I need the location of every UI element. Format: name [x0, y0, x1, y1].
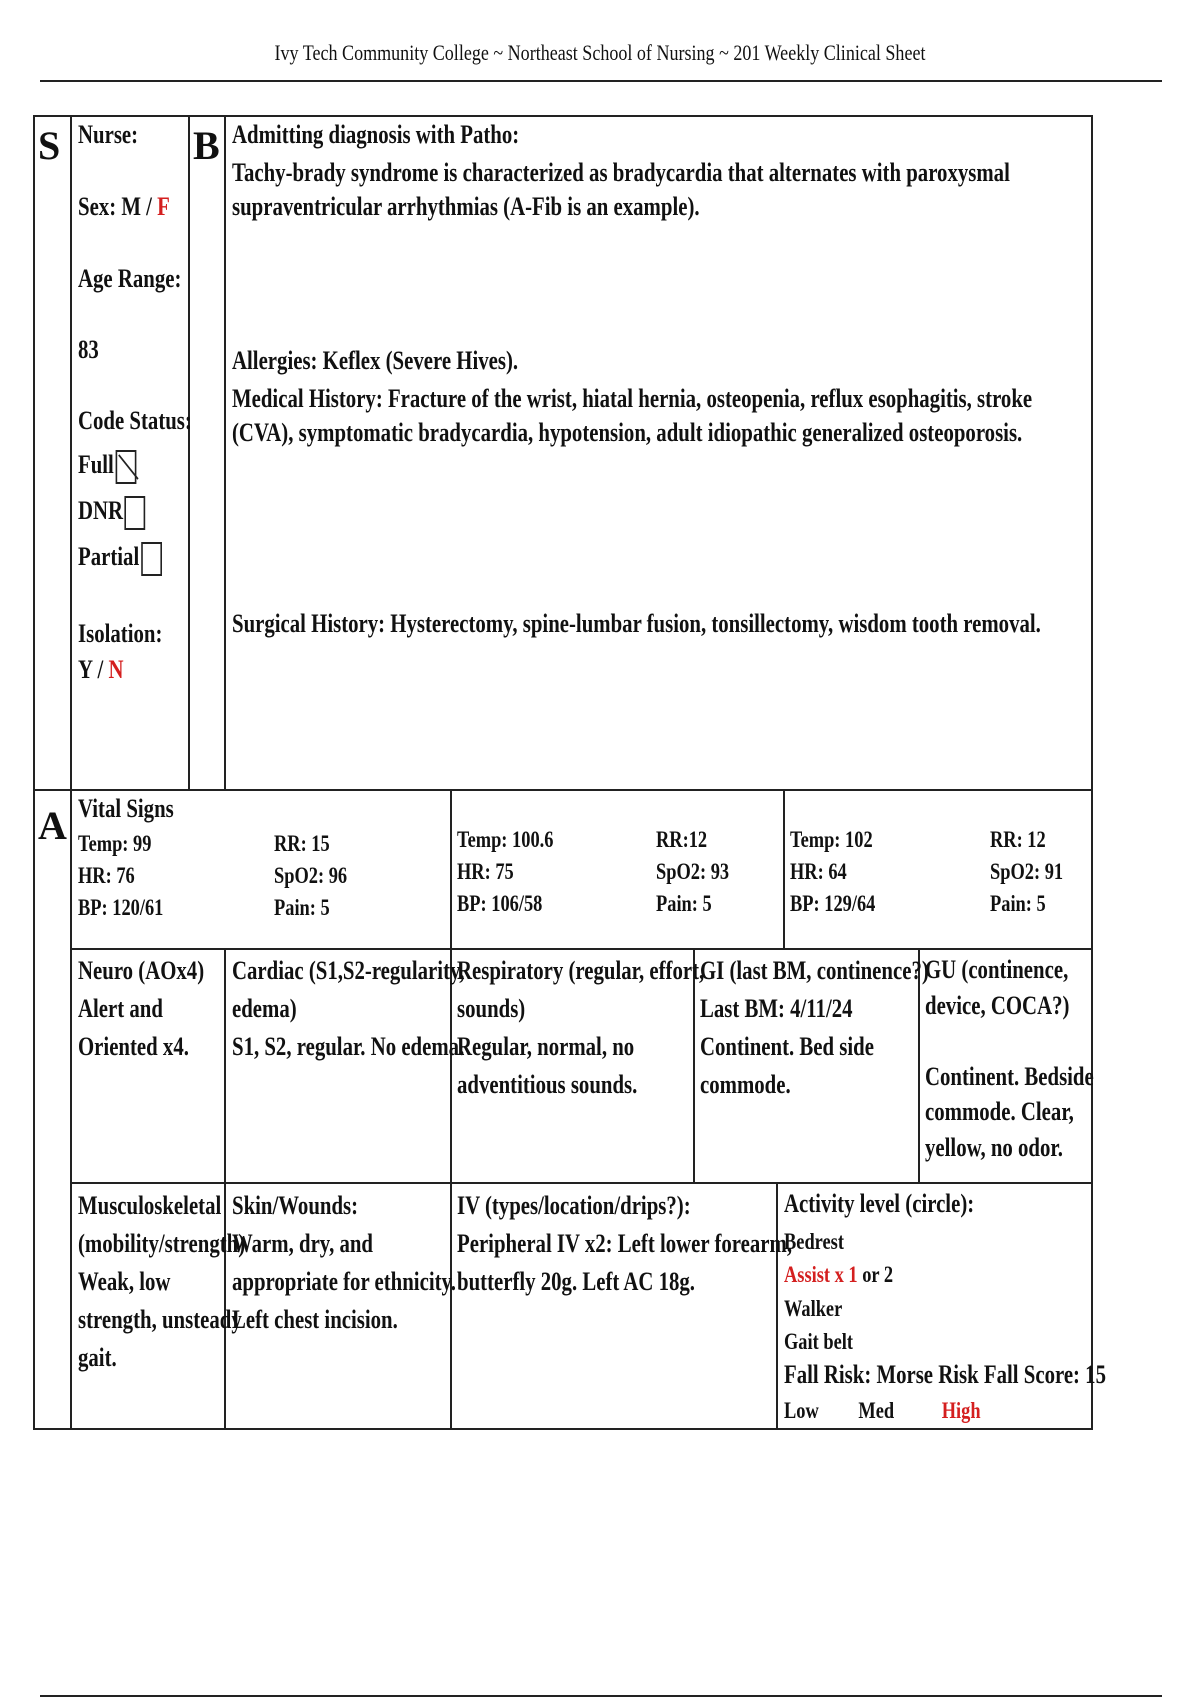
vitals-col-divider-2: [783, 789, 785, 949]
vitals-3-bp: BP: 129/64: [790, 891, 876, 917]
section-letter-b: B: [193, 123, 220, 168]
isolation-label: Isolation:: [78, 619, 163, 648]
age-value: 83: [78, 335, 99, 364]
activity-assist-rest: or 2: [857, 1262, 894, 1288]
code-partial-label: Partial: [78, 542, 140, 571]
vitals-3-rr: RR: 12: [990, 827, 1046, 852]
activity-gait-belt: Gait belt: [784, 1329, 853, 1355]
vitals-3-hr: HR: 64: [790, 859, 847, 885]
vitals-set-3-right: [990, 824, 1063, 921]
fall-risk-low: Low: [784, 1398, 819, 1423]
musculoskeletal-cell: Musculoskeletal (mobility/strength) Weak, low strength, unsteady gait.: [78, 1191, 246, 1372]
age-range-label: Age Range:: [78, 264, 182, 293]
gi-cell: GI (last BM, continence?) Last BM: 4/11/24 Continent. Bed side commode.: [700, 956, 929, 1099]
iv-cell: IV (types/location/drips?): Peripheral IV x2: Left lower forearm, butterfly 20g. Left AC 18g.: [457, 1191, 793, 1296]
fall-risk-levels: [784, 1396, 981, 1426]
code-dnr-label: DNR: [78, 496, 124, 525]
sex-field: [78, 190, 170, 224]
vitals-2-hr: HR: 75: [457, 859, 514, 885]
vitals-set-3-left: [790, 824, 875, 921]
letter-column-divider: [70, 115, 72, 1430]
vitals-1-temp: Temp: 99: [78, 831, 152, 856]
fall-risk-score: Fall Risk: Morse Risk Fall Score: 15: [784, 1360, 1106, 1389]
s-b-divider: [188, 115, 190, 790]
activity-assist-selected: Assist x 1: [784, 1262, 858, 1288]
iso-n-selected: N: [108, 655, 124, 684]
section-letter-s: S: [38, 123, 61, 168]
vitals-2-rr: RR:12: [656, 827, 708, 852]
section-letter-a: A: [38, 803, 67, 848]
vital-signs-label: Vital Signs: [78, 794, 174, 823]
header-rule: [40, 80, 1162, 82]
sex-f-selected: F: [157, 192, 170, 221]
nurse-label: Nurse:: [78, 120, 139, 149]
vitals-set-1-left: [78, 828, 163, 925]
footer-rule: [40, 1695, 1162, 1697]
vitals-1-hr: HR: 76: [78, 863, 135, 889]
sex-sep: /: [146, 192, 152, 221]
admitting-dx-label: Admitting diagnosis with Patho:: [232, 120, 520, 149]
vitals-2-temp: Temp: 100.6: [457, 827, 554, 852]
sb-a-divider: [33, 789, 1093, 791]
vitals-3-pain: Pain: 5: [990, 891, 1046, 917]
code-full-checkbox[interactable]: [115, 450, 136, 484]
vitals-3-temp: Temp: 102: [790, 827, 873, 852]
b-letter-divider: [224, 115, 226, 790]
fall-risk-med: Med: [858, 1398, 895, 1423]
vitals-1-bp: BP: 120/61: [78, 895, 164, 921]
vitals-3-spo2: SpO2: 91: [990, 859, 1064, 885]
code-dnr-option: [78, 494, 145, 530]
skin-wounds-cell: Skin/Wounds: Warm, dry, and appropriate for ethnicity. Left chest incision.: [232, 1191, 456, 1334]
vitals-1-pain: Pain: 5: [274, 895, 330, 921]
iso-y: Y: [78, 655, 93, 684]
gu-cell: GU (continence, device, COCA?) Continent. Bedside commode. Clear, yellow, no odor.: [925, 955, 1094, 1163]
code-dnr-checkbox[interactable]: [125, 496, 146, 530]
sex-m: M: [121, 192, 141, 221]
vitals-1-rr: RR: 15: [274, 831, 330, 856]
vitals-2-pain: Pain: 5: [656, 891, 712, 917]
sex-label: Sex:: [78, 192, 117, 221]
vitals-set-2-right: [656, 824, 729, 921]
vitals-set-1-right: [274, 828, 347, 925]
activity-assist-row: [784, 1258, 893, 1291]
code-partial-option: [78, 540, 162, 576]
neuro-cell: Neuro (AOx4) Alert and Oriented x4.: [78, 956, 205, 1061]
vitals-2-spo2: SpO2: 93: [656, 859, 730, 885]
admitting-dx-text: Tachy-brady syndrome is characterized as bradycardia that alternates with paroxysmal supraventricular arrhythmias (A-Fib is an example).: [232, 158, 1010, 222]
surgical-history: Surgical History: Hysterectomy, spine-lumbar fusion, tonsillectomy, wisdom tooth removal.: [232, 609, 1041, 638]
code-status-label: Code Status:: [78, 406, 192, 435]
activity-options: [784, 1225, 893, 1358]
activity-label: Activity level (circle):: [784, 1189, 975, 1218]
iso-sep: /: [97, 655, 104, 684]
cardiac-cell: Cardiac (S1,S2-regularity, edema) S1, S2, regular. No edema.: [232, 956, 465, 1061]
page-header: Ivy Tech Community College ~ Northeast School of Nursing ~ 201 Weekly Clinical Sheet: [274, 40, 926, 65]
vitals-2-bp: BP: 106/58: [457, 891, 543, 917]
systems-bottom-rule: [70, 1182, 1093, 1184]
activity-bedrest: Bedrest: [784, 1229, 844, 1254]
vitals-1-spo2: SpO2: 96: [274, 863, 348, 889]
medical-history: Medical History: Fracture of the wrist, hiatal hernia, osteopenia, reflux esophagitis, stroke (CVA), symptomatic bradycardia, hypotension, adult idiopathic generalized osteoporosis.: [232, 384, 1033, 448]
code-full-label: Full: [78, 450, 114, 479]
allergies: Allergies: Keflex (Severe Hives).: [232, 346, 519, 375]
vitals-set-2-left: [457, 824, 553, 921]
code-partial-checkbox[interactable]: [141, 542, 162, 576]
code-full-option: [78, 448, 136, 484]
isolation-field: [78, 653, 123, 687]
fall-risk-high-selected: High: [941, 1398, 981, 1423]
respiratory-cell: Respiratory (regular, effort, sounds) Regular, normal, no adventitious sounds.: [457, 956, 705, 1099]
activity-walker: Walker: [784, 1295, 843, 1321]
